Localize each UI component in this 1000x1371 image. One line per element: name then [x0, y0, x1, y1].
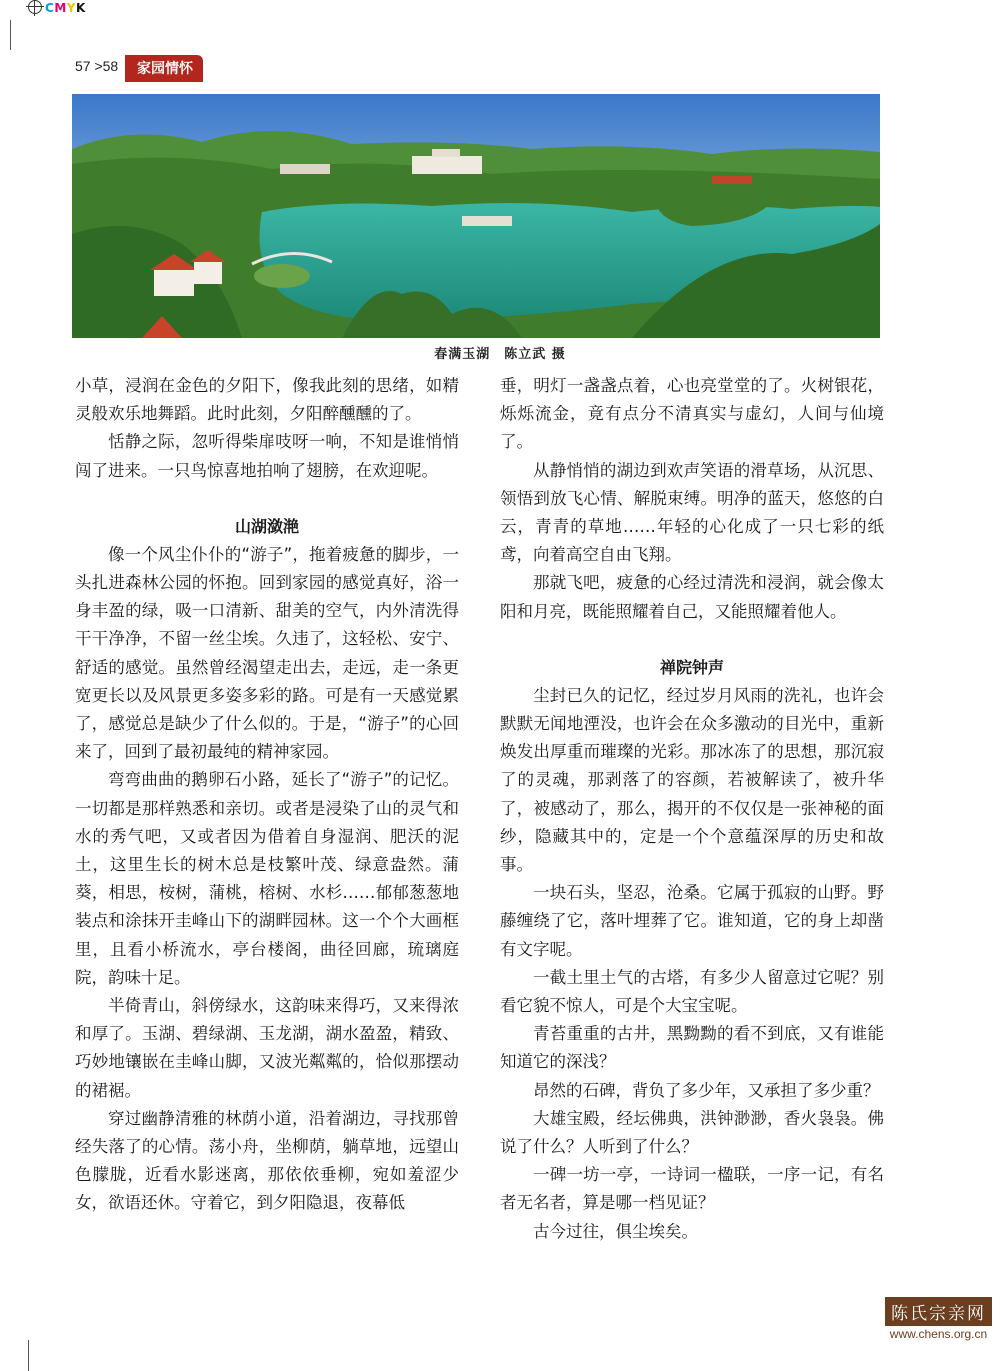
- paragraph: 半倚青山，斜傍绿水，这韵味来得巧，又来得浓和厚了。玉湖、碧绿湖、玉龙湖，湖水盈盈，精致、巧妙地镶嵌在圭峰山脚，又波光粼粼的，恰似那摆动的裙裾。: [75, 996, 459, 1100]
- paragraph: 小草，浸润在金色的夕阳下，像我此刻的思绪，如精灵般欢乐地舞蹈。此时此刻，夕阳醉醺醺的了。: [75, 376, 459, 424]
- paragraph: 一碑一坊一亭，一诗词一楹联，一序一记，有名者无名者，算是哪一档见证？: [500, 1165, 884, 1213]
- paragraph: 穿过幽静清雅的林荫小道，沿着湖边，寻找那曾经失落了的心情。荡小舟，坐柳荫，躺草地，远望山色朦胧，近看水影迷离，那依依垂柳，宛如羞涩少女，欲语还休。守着它，到夕阳隐退，夜幕低: [75, 1108, 459, 1213]
- section-heading: 山湖潋滟: [234, 516, 299, 536]
- site-watermark: [885, 1297, 992, 1341]
- lake-landscape-illustration: [72, 94, 880, 338]
- left-column: [75, 372, 459, 1218]
- crop-mark: [10, 20, 11, 50]
- paragraph: 垂，明灯一盏盏点着，心也亮堂堂的了。火树银花，烁烁流金，竟有点分不清真实与虚幻，人间与仙境了。: [500, 376, 884, 452]
- paragraph: 那就飞吧，疲惫的心经过清洗和浸润，就会像太阳和月亮，既能照耀着自己，又能照耀着他人。: [500, 573, 884, 621]
- paragraph: 一块石头，坚忍，沧桑。它属于孤寂的山野。野藤缠绕了它，落叶埋葬了它。谁知道，它的身上却凿有文字呢。: [500, 883, 884, 959]
- paragraph: 一截土里土气的古塔，有多少人留意过它呢？别看它貌不惊人，可是个大宝宝呢。: [500, 967, 884, 1016]
- paragraph: 古今过往，俱尘埃矣。: [533, 1221, 698, 1241]
- watermark-title: 陈氏宗亲网: [885, 1297, 992, 1326]
- paragraph: 大雄宝殿，经坛佛典，洪钟渺渺，香火袅袅。佛说了什么？人听到了什么？: [500, 1108, 884, 1157]
- print-registration-mark: [28, 0, 86, 15]
- paragraph: 弯弯曲曲的鹅卵石小路，延长了“游子”的记忆。一切都是那样熟悉和亲切。或者是浸染了山的灵气和水的秀气吧，又或者因为借着自身湿润、肥沃的泥土，这里生长的树木总是枝繁叶茂、绿意盎然。蒲葵，相思，桉树，蒲桃，榕树、水杉……郁郁葱葱地装点和涂抹开圭峰山下的湖畔园林。这一个个大画框里，且看小桥流水，亭台楼阁，曲径回廊，琉璃庭院，韵味十足。: [75, 770, 459, 987]
- cmyk-k: K: [75, 1, 86, 15]
- cmyk-y: Y: [66, 1, 76, 15]
- paragraph: 尘封已久的记忆，经过岁月风雨的洗礼，也许会默默无闻地湮没，也许会在众多激动的目光中，重新焕发出厚重而璀璨的光彩。那冰冻了的思想，那沉寂了的灵魂，那剥落了的容颜，若被解读了，被升华了，被感动了，那么，揭开的不仅仅是一张神秘的面纱，隐藏其中的，定是一个个意蕴深厚的历史和故事。: [500, 685, 884, 875]
- paragraph: 从静悄悄的湖边到欢声笑语的滑草场，从沉思、领悟到放飞心情、解脱束缚。明净的蓝天，悠悠的白云，青青的草地……年轻的心化成了一只七彩的纸鸢，向着高空自由飞翔。: [500, 460, 884, 565]
- paragraph: 昂然的石碑，背负了多少年，又承担了多少重？: [533, 1080, 880, 1100]
- right-column: [500, 372, 884, 1246]
- page-numbers: 57 >58: [75, 58, 119, 74]
- watermark-url: www.chens.org.cn: [889, 1327, 988, 1341]
- section-tag: 家园情怀: [125, 55, 203, 82]
- photo-caption: 春满玉湖 陈立武 摄: [434, 347, 566, 362]
- paragraph: 像一个风尘仆仆的“游子”，拖着疲惫的脚步，一头扎进森林公园的怀抱。回到家园的感觉真好，浴一身丰盈的绿，吸一口清新、甜美的空气，内外清洗得干干净净，不留一丝尘埃。久违了，这轻松、安宁、舒适的感觉。虽然曾经渴望走出去，走远，走一条更宽更长以及风景更多姿多彩的路。可是有一天感觉累了，感觉总是缺少了什么似的。于是，“游子”的心回来了，回到了最初最纯的精神家园。: [75, 544, 459, 762]
- cmyk-m: M: [54, 1, 67, 15]
- crop-mark: [28, 1340, 29, 1371]
- cmyk-c: C: [45, 1, 55, 15]
- paragraph: 恬静之际，忽听得柴扉吱呀一响，不知是谁悄悄闯了进来。一只鸟惊喜地拍响了翅膀，在欢迎呢。: [75, 432, 459, 480]
- section-heading: 禅院钟声: [659, 657, 724, 677]
- paragraph: 青苔重重的古井，黑黝黝的看不到底，又有谁能知道它的深浅？: [500, 1024, 884, 1072]
- lake-panorama-photo: [72, 94, 880, 338]
- registration-crosshair-icon: [28, 0, 42, 14]
